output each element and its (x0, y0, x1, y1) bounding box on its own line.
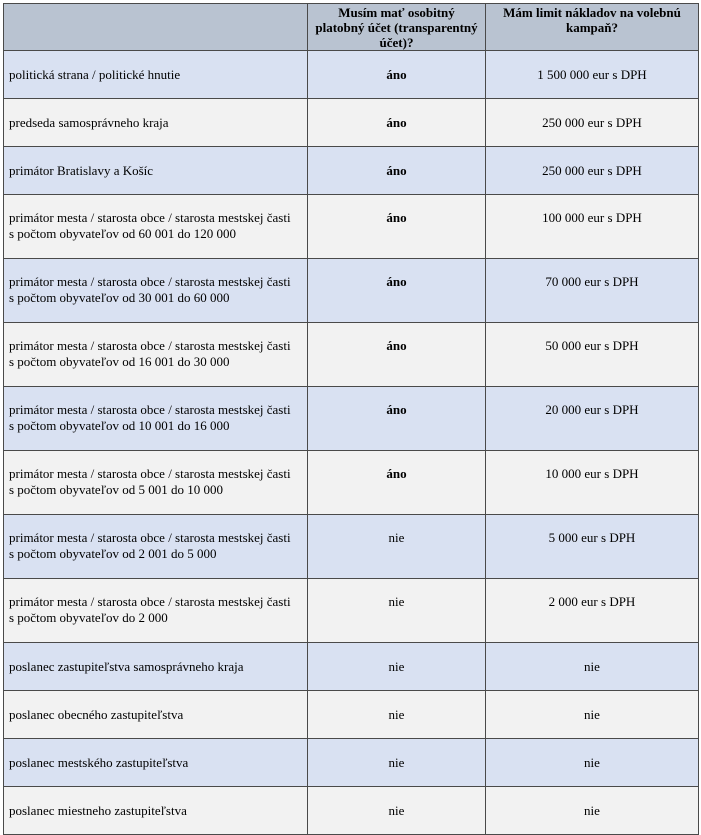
candidate-type-line1: primátor mesta / starosta obce / starosta mestskej časti (9, 466, 291, 481)
spending-limit-cell: 70 000 eur s DPH (486, 259, 699, 323)
spending-limit-cell: 2 000 eur s DPH (486, 579, 699, 643)
account-required-cell: áno (308, 147, 486, 195)
candidate-type-cell (4, 259, 308, 323)
header-empty-cell (4, 4, 308, 51)
campaign-rules-table (3, 3, 699, 835)
candidate-type-cell (4, 323, 308, 387)
candidate-type-cell: poslanec zastupiteľstva samosprávneho kraja (4, 643, 308, 691)
table-row (4, 451, 699, 515)
candidate-type-line2: s počtom obyvateľov od 30 001 do 60 000 (9, 290, 230, 305)
table-row (4, 387, 699, 451)
spending-limit-cell: 1 500 000 eur s DPH (486, 51, 699, 99)
candidate-type-line2: s počtom obyvateľov od 16 001 do 30 000 (9, 354, 230, 369)
spending-limit-cell: 20 000 eur s DPH (486, 387, 699, 451)
table-header-row (4, 4, 699, 51)
spending-limit-cell: nie (486, 643, 699, 691)
table-row (4, 579, 699, 643)
account-required-cell: áno (308, 195, 486, 259)
candidate-type-cell (4, 515, 308, 579)
header-account-question: Musím mať osobitný platobný účet (transparentný účet)? (308, 4, 486, 51)
table-row (4, 643, 699, 691)
candidate-type-cell (4, 579, 308, 643)
candidate-type-line2: s počtom obyvateľov od 2 001 do 5 000 (9, 546, 217, 561)
spending-limit-cell: nie (486, 739, 699, 787)
account-required-cell: áno (308, 99, 486, 147)
table-row (4, 51, 699, 99)
candidate-type-line1: primátor mesta / starosta obce / starosta mestskej časti (9, 530, 291, 545)
spending-limit-cell: 50 000 eur s DPH (486, 323, 699, 387)
spending-limit-cell: 10 000 eur s DPH (486, 451, 699, 515)
table-row (4, 99, 699, 147)
candidate-type-cell: poslanec mestského zastupiteľstva (4, 739, 308, 787)
table-row (4, 323, 699, 387)
table-row (4, 787, 699, 835)
candidate-type-line2: s počtom obyvateľov do 2 000 (9, 610, 168, 625)
account-required-cell: áno (308, 323, 486, 387)
account-required-cell: áno (308, 259, 486, 323)
spending-limit-cell: 250 000 eur s DPH (486, 99, 699, 147)
account-required-cell: nie (308, 579, 486, 643)
candidate-type-line1: primátor mesta / starosta obce / starosta mestskej časti (9, 210, 291, 225)
table-row (4, 259, 699, 323)
spending-limit-cell: 100 000 eur s DPH (486, 195, 699, 259)
account-required-cell: nie (308, 739, 486, 787)
header-limit-question: Mám limit nákladov na volebnú kampaň? (486, 4, 699, 51)
spending-limit-cell: nie (486, 691, 699, 739)
account-required-cell: áno (308, 451, 486, 515)
candidate-type-cell: primátor Bratislavy a Košíc (4, 147, 308, 195)
table-row (4, 691, 699, 739)
account-required-cell: áno (308, 387, 486, 451)
account-required-cell: nie (308, 515, 486, 579)
candidate-type-line1: primátor mesta / starosta obce / starosta mestskej časti (9, 402, 291, 417)
candidate-type-line1: primátor mesta / starosta obce / starosta mestskej časti (9, 274, 291, 289)
candidate-type-line2: s počtom obyvateľov od 60 001 do 120 000 (9, 226, 236, 241)
table-row (4, 515, 699, 579)
spending-limit-cell: nie (486, 787, 699, 835)
candidate-type-cell: predseda samosprávneho kraja (4, 99, 308, 147)
account-required-cell: nie (308, 691, 486, 739)
candidate-type-cell (4, 451, 308, 515)
candidate-type-cell: politická strana / politické hnutie (4, 51, 308, 99)
candidate-type-line2: s počtom obyvateľov od 10 001 do 16 000 (9, 418, 230, 433)
candidate-type-cell: poslanec obecného zastupiteľstva (4, 691, 308, 739)
table-row (4, 195, 699, 259)
campaign-rules-table-container (3, 3, 699, 835)
spending-limit-cell: 5 000 eur s DPH (486, 515, 699, 579)
candidate-type-line1: primátor mesta / starosta obce / starosta mestskej časti (9, 594, 291, 609)
candidate-type-cell (4, 195, 308, 259)
candidate-type-line2: s počtom obyvateľov od 5 001 do 10 000 (9, 482, 223, 497)
candidate-type-cell (4, 387, 308, 451)
table-row (4, 147, 699, 195)
spending-limit-cell: 250 000 eur s DPH (486, 147, 699, 195)
account-required-cell: nie (308, 787, 486, 835)
table-row (4, 739, 699, 787)
candidate-type-cell: poslanec miestneho zastupiteľstva (4, 787, 308, 835)
account-required-cell: nie (308, 643, 486, 691)
candidate-type-line1: primátor mesta / starosta obce / starosta mestskej časti (9, 338, 291, 353)
account-required-cell: áno (308, 51, 486, 99)
